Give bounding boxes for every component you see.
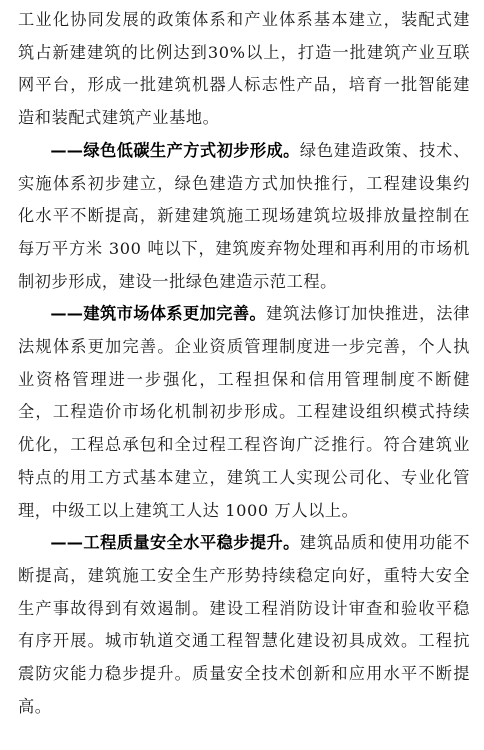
paragraph-text: 建筑法修订加快推进，法律法规体系更加完善。企业资质管理制度进一步完善，个人执业资格管理进一步强化，工程担保和信用管理制度不断健全，工程造价市场化机制初步形成。工程建设组织模式持续优化，工程总承包和全过程工程咨询广泛推行。符合建筑业特点的用工方式基本建立，建筑工人实现公司化、专业化管理，中级工以上建筑工人达 1000 万人以上。 — [18, 304, 470, 520]
paragraph-green-production — [18, 135, 470, 299]
paragraph-industrialization — [18, 4, 470, 135]
paragraph-heading: ——工程质量安全水平稳步提升。 — [50, 533, 300, 553]
paragraph-text: 绿色建造政策、技术、实施体系初步建立，绿色建造方式加快推行，工程建设集约化水平不断提高，新建建筑施工现场建筑垃圾排放量控制在每万平方米 300 吨以下，建筑废弃物处理和再利用的市场机制初步形成，建设一批绿色建造示范工程。 — [18, 140, 471, 291]
paragraph-text: 工业化协同发展的政策体系和产业体系基本建立，装配式建筑占新建建筑的比例达到30%以上，打造一批建筑产业互联网平台，形成一批建筑机器人标志性产品，培育一批智能建造和装配式建筑产业基地。 — [18, 10, 470, 128]
paragraph-market-system — [18, 298, 470, 527]
paragraph-heading: ——建筑市场体系更加完善。 — [50, 304, 267, 324]
paragraph-heading: ——绿色低碳生产方式初步形成。 — [50, 140, 300, 160]
document-body — [18, 4, 470, 723]
paragraph-quality-safety — [18, 527, 470, 723]
paragraph-text: 建筑品质和使用功能不断提高，建筑施工安全生产形势持续稳定向好，重特大安全生产事故得到有效遏制。建设工程消防设计审查和验收平稳有序开展。城市轨道交通工程智慧化建设初具成效。工程抗震防灾能力稳步提升。质量安全技术创新和应用水平不断提高。 — [18, 533, 471, 716]
